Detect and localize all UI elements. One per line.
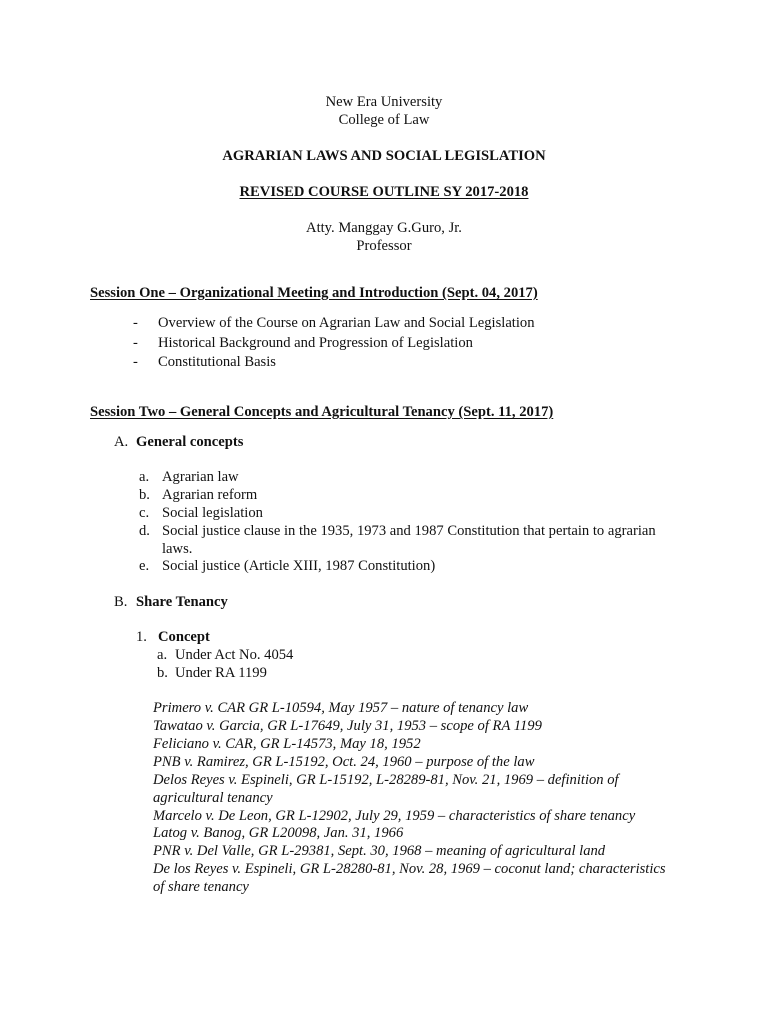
list-marker: d.: [139, 523, 150, 539]
case-citation: Primero v. CAR GR L-10594, May 1957 – nature of tenancy law: [153, 700, 529, 716]
college-name: College of Law: [338, 112, 430, 128]
section-b-title: Share Tenancy: [136, 594, 228, 610]
bullet-marker: -: [133, 315, 138, 331]
case-citation: Delos Reyes v. Espineli, GR L-15192, L-28289-81, Nov. 21, 1969 – definition of: [153, 772, 619, 788]
case-citation-continuation: agricultural tenancy: [153, 790, 273, 806]
session-one-heading: Session One – Organizational Meeting and Introduction (Sept. 04, 2017): [90, 285, 538, 301]
section-b-marker: B.: [114, 594, 128, 610]
list-item: Agrarian law: [162, 469, 239, 485]
session-one-item: Constitutional Basis: [158, 354, 276, 370]
professor-role: Professor: [356, 238, 412, 254]
list-marker: a.: [157, 647, 168, 663]
list-marker: b.: [157, 665, 168, 681]
case-citation: Marcelo v. De Leon, GR L-12902, July 29, 1959 – characteristics of share tenancy: [153, 808, 636, 824]
case-citation-continuation: of share tenancy: [153, 879, 249, 895]
outline-title: [0, 183, 768, 201]
case-citation: De los Reyes v. Espineli, GR L-28280-81, Nov. 28, 1969 – coconut land; characteristics: [153, 861, 666, 877]
list-marker: e.: [139, 558, 150, 574]
concept-title: Concept: [158, 629, 210, 645]
list-item: Agrarian reform: [162, 487, 258, 503]
bullet-marker: -: [133, 354, 138, 370]
section-a-title: General concepts: [136, 434, 244, 450]
concept-marker: 1.: [136, 629, 147, 645]
professor-name: Atty. Manggay G.Guro, Jr.: [306, 220, 462, 236]
list-item: Social justice clause in the 1935, 1973 and 1987 Constitution that pertain to agrarian: [162, 523, 656, 539]
university-name: New Era University: [325, 94, 443, 110]
session-one-item: Historical Background and Progression of Legislation: [158, 335, 473, 351]
case-citation: Latog v. Banog, GR L20098, Jan. 31, 1966: [153, 825, 404, 841]
list-item-continuation: laws.: [162, 541, 193, 557]
case-citation: Tawatao v. Garcia, GR L-17649, July 31, 1953 – scope of RA 1199: [153, 718, 542, 734]
section-a-marker: A.: [114, 434, 129, 450]
list-item: Social justice (Article XIII, 1987 Constitution): [162, 558, 436, 574]
list-marker: c.: [139, 505, 150, 521]
course-title: AGRARIAN LAWS AND SOCIAL LEGISLATION: [222, 148, 546, 164]
case-citation: PNB v. Ramirez, GR L-15192, Oct. 24, 1960 – purpose of the law: [153, 754, 535, 770]
case-citation: Feliciano v. CAR, GR L-14573, May 18, 1952: [153, 736, 421, 752]
session-one-item: Overview of the Course on Agrarian Law and Social Legislation: [158, 315, 535, 331]
outline-title-text: REVISED COURSE OUTLINE SY 2017-2018: [239, 184, 529, 200]
list-item: Social legislation: [162, 505, 263, 521]
list-marker: a.: [139, 469, 150, 485]
list-item: Under RA 1199: [175, 665, 267, 681]
case-citation: PNR v. Del Valle, GR L-29381, Sept. 30, 1968 – meaning of agricultural land: [153, 843, 606, 859]
session-two-heading: Session Two – General Concepts and Agricultural Tenancy (Sept. 11, 2017): [90, 404, 554, 420]
list-item: Under Act No. 4054: [175, 647, 294, 663]
bullet-marker: -: [133, 335, 138, 351]
list-marker: b.: [139, 487, 150, 503]
